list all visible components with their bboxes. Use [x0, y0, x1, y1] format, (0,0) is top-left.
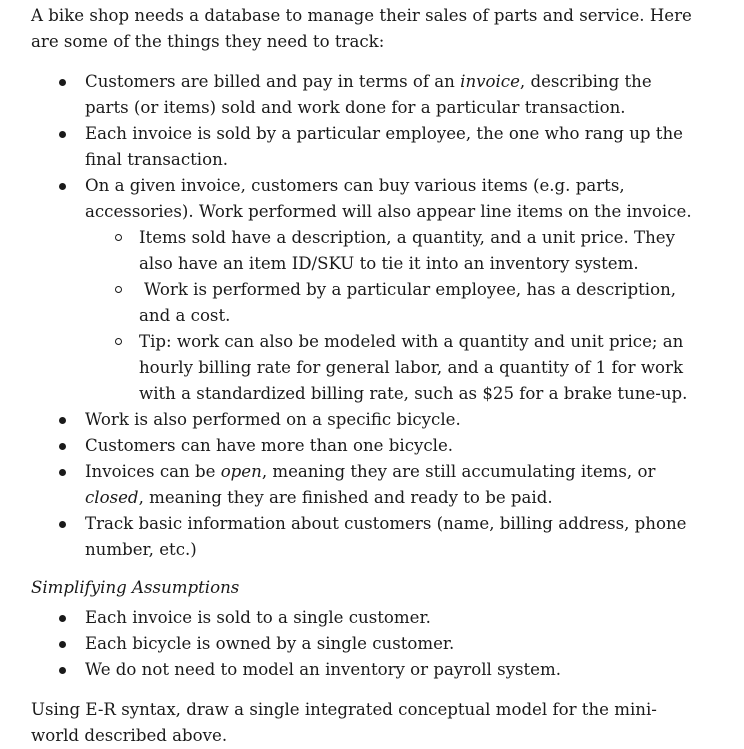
- open-emphasis: open: [220, 462, 262, 481]
- items-sold-text: Items sold have a description, a quantity, and a unit price. They also have an item ID/SKU to tie it into an inventory system.: [139, 228, 675, 273]
- status-text-post: , meaning they are finished and ready to be paid.: [138, 488, 553, 507]
- list-item-bicycle-work: [31, 407, 700, 433]
- sublist-item-work: [85, 277, 700, 329]
- assumptions-heading: Simplifying Assumptions: [31, 578, 240, 597]
- multiple-bicycles-text: Customers can have more than one bicycle.: [85, 436, 454, 455]
- invoice-emphasis: invoice: [460, 72, 520, 91]
- invoice-text-pre: Customers are billed and pay in terms of an: [85, 72, 461, 91]
- list-item-invoice-status: [31, 459, 700, 511]
- assumption-item: We do not need to model an inventory or payroll system.: [31, 657, 700, 683]
- invoice-text-post: , describing the parts (or items) sold and work done for a particular transaction.: [85, 72, 652, 117]
- sublist-item-items-sold: [85, 225, 700, 277]
- list-item-employee: [31, 121, 700, 173]
- closed-emphasis: closed: [85, 488, 139, 507]
- employee-text: Each invoice is sold by a particular employee, the one who rang up the final transaction.: [85, 124, 683, 169]
- tip-text: Tip: work can also be modeled with a quantity and unit price; an hourly billing rate for general labor, and a quantity of 1 for work with a standardized billing rate, such as $25 for a brake tune-up.: [139, 332, 688, 403]
- list-item-multiple-bicycles: [31, 433, 700, 459]
- sublist-item-tip: [85, 329, 700, 407]
- intro-paragraph: A bike shop needs a database to manage their sales of parts and service. Here are some of the things they need to track:: [31, 6, 692, 51]
- items-text: On a given invoice, customers can buy various items (e.g. parts, accessories). Work performed will also appear line items on the invoice.: [85, 176, 692, 221]
- list-item-invoice: [31, 69, 700, 121]
- instructions-paragraph: Using E-R syntax, draw a single integrated conceptual model for the mini-world described above.: [31, 700, 657, 745]
- status-text-pre: Invoices can be: [85, 462, 221, 481]
- bicycle-work-text: Work is also performed on a specific bicycle.: [85, 410, 461, 429]
- list-item-items: [31, 173, 700, 407]
- assumption-item: Each invoice is sold to a single customer.: [31, 605, 700, 631]
- work-text: Work is performed by a particular employee, has a description, and a cost.: [139, 280, 677, 325]
- assumption-item: Each bicycle is owned by a single customer.: [31, 631, 700, 657]
- requirements-list: [31, 69, 700, 563]
- assumptions-list: [31, 605, 700, 683]
- status-text-mid: , meaning they are still accumulating items, or: [261, 462, 656, 481]
- customer-info-text: Track basic information about customers (name, billing address, phone number, etc.): [85, 514, 687, 559]
- list-item-customer-info: [31, 511, 700, 563]
- items-sublist: [85, 225, 700, 407]
